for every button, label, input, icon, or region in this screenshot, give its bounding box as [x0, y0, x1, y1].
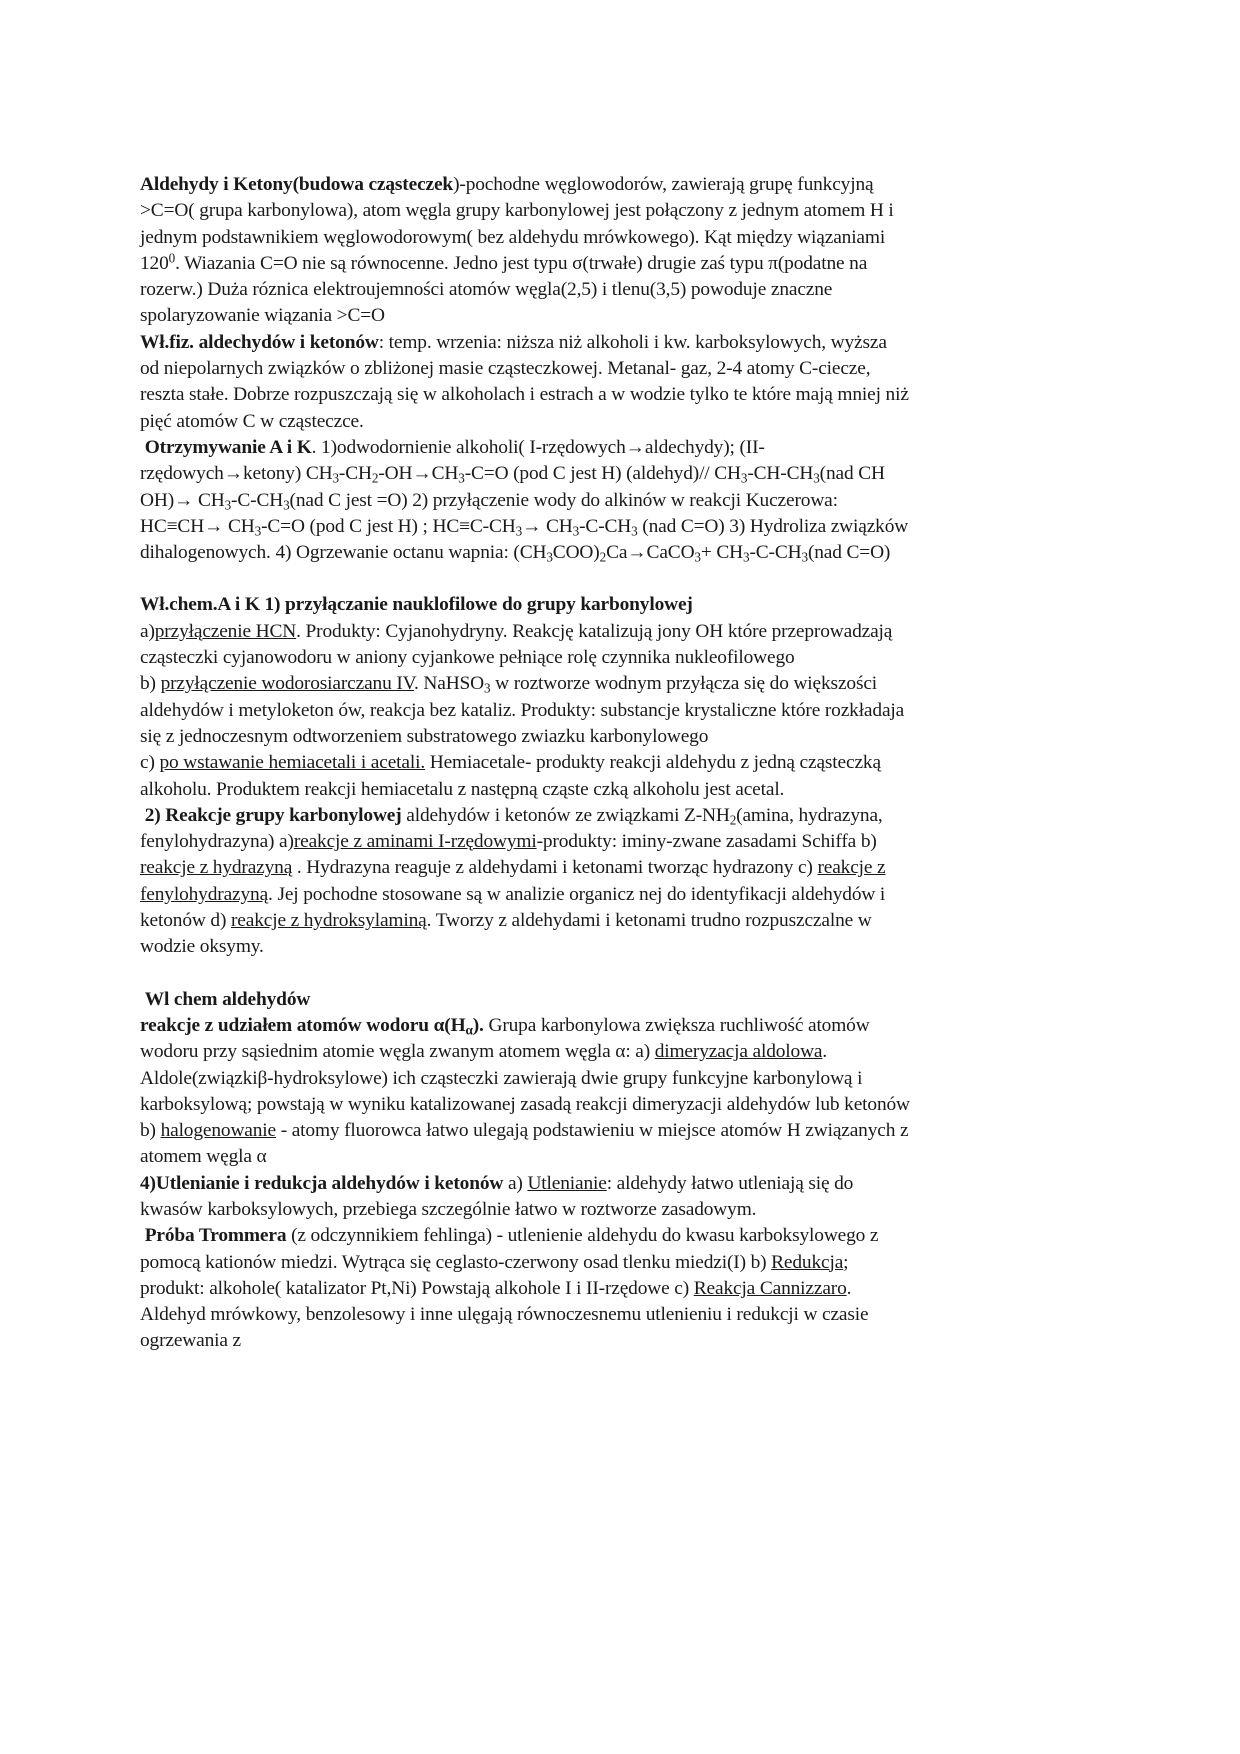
- paragraph-chemical-properties: Wł.chem.A i K 1) przyłączanie nauklofilowe do grupy karbonylowej a)przyłączenie HCN. Produkty: Cyjanohydryny. Reakcję katalizują jony OH które przeprowadzają cząsteczki cyjanowodoru w aniony cyjankowe pełniące rolę czynnika nukleofilowego b) przyłączenie wodorosiarczanu IV. NaHSO$_3$ w roztworze wodnym przyłącza się do większości aldehydów i metyloketon ów, reakcja bez kataliz. Produkty: substancje krystaliczne które rozkładaja się z jednoczesnym odtworzeniem substratowego zwiazku karbonylowego c) po wstawanie hemiacetali i acetali. Hemiacetale- produkty reakcji aldehydu z jedną cząsteczką alkoholu. Produktem reakcji hemiacetalu z następną cząste czką alkoholu jest acetal.: [140, 594, 905, 800]
- heading-preparation: Otrzymywanie A i K: [144, 436, 312, 458]
- sigma-symbol: σ: [572, 252, 583, 274]
- heading-physical-properties: Wł.fiz. aldechydów i ketonów: [140, 331, 379, 353]
- pi-symbol: π: [768, 252, 778, 274]
- paragraph-oxidation-reduction: 4)Utlenianie i redukcja aldehydów i ketonów a) Utlenianie: aldehydy łatwo utleniają się do kwasów karboksylowych, przebiega szczególnie łatwo w roztworze zasadowym.: [140, 1172, 854, 1220]
- paragraph-aldehyde-chemistry: Wl chem aldehydów reakcje z udziałem atomów wodoru $\alpha(H_\alpha)$. Grupa karbonylowa zwiększa ruchliwość atomów wodoru przy sąsiednim atomie węgla zwanym atomem węgla α: a) dimeryzacja aldolowa. Aldole(związkiβ-hydroksylowe) ich cząsteczki zawierają dwie grupy funkcyjne karbonylową i karboksylową; powstają w wyniku katalizowanej zasadą reakcji dimeryzacji aldehydów lub ketonów b) halogenowanie - atomy fluorowca łatwo ulegają podstawieniu w miejsce atomów H związanych z atomem węgla α: [140, 988, 910, 1168]
- heading-carbonyl-reactions: 2) Reakcje grupy karbonylowej: [144, 804, 402, 826]
- paragraph-physical-properties: Wł.fiz. aldechydów i ketonów: temp. wrzenia: niższa niż alkoholi i kw. karboksylowych, wyższa od niepolarnych związków o zbliżonej masie cząsteczkowej. Metanal- gaz, 2-4 atomy C-ciecze, reszta stałe. Dobrze rozpuszczają się w alkoholach i estrach a w wodzie tylko te które mają mniej niż pięć atomów C w cząsteczce.: [140, 331, 909, 432]
- heading-aldehyde-chemistry: Wl chem aldehydów: [144, 988, 311, 1010]
- heading-structure: Aldehydy i Ketony(budowa cząsteczek: [140, 174, 454, 195]
- paragraph-preparation: Otrzymywanie A i K. 1)odwodornienie alkoholi( I-rzędowych→aldechydy); (II-rzędowych→ketony) $CH_3-CH_2-OH\to CH_3-C=O$ (pod C jest H) (aldehyd)// $CH_3-CH-CH_3(nad$ CH $OH)\to CH_3-C-CH_3(nad$ C jest =O) 2) przyłączenie wody do alkinów w reakcji Kuczerowa: $HC\equiv CH\to CH_3-C=O$ (pod C jest H) ; $HC\equiv C-CH_3\to CH_3-C-CH_3$ (nad C=O) 3) Hydroliza związków dihalogenowych. 4) Ogrzewanie octanu wapnia: $(CH_3COO)_2Ca\to CaCO_3+ CH_3-C-CH_3(nad$ C=O): [140, 436, 909, 565]
- heading-oxidation-reduction: 4)Utlenianie i redukcja aldehydów i ketonów: [140, 1172, 504, 1194]
- paragraph-structure: Aldehydy i Ketony(budowa cząsteczek)-pochodne węglowodorów, zawierają grupę funkcyjną >C=O( grupa karbonylowa), atom węgla grupy karbonylowej jest połączony z jednym atomem H i jednym podstawnikiem węglowodorowym( bez aldehydu mrówkowego). Kąt między wiązaniami $120^0$. Wiazania C=O nie są równocenne. Jedno jest typu σ(trwałe) drugie zaś typu π(podatne na rozerw.) Duża róznica elektroujemności atomów węgla(2,5) i tlenu(3,5) powoduje znaczne spolaryzowanie wiązania >C=O: [140, 174, 894, 327]
- paragraph-trommer-test: Próba Trommera (z odczynnikiem fehlinga) - utlenienie aldehydu do kwasu karboksylowego z pomocą kationów miedzi. Wytrąca się ceglasto-czerwony osad tlenku miedzi(I) b) Redukcja; produkt: alkohole( katalizator Pt,Ni) Powstają alkohole I i II-rzędowe c) Reakcja Cannizzaro. Aldehyd mrówkowy, benzolesowy i inne ulęgają równoczesnemu utlenieniu i redukcji w czasie ogrzewania z: [140, 1225, 879, 1352]
- heading-alpha-hydrogen: reakcje z udziałem atomów wodoru $\alpha(H_\alpha)$.: [140, 1014, 484, 1038]
- heading-chemical-properties: Wł.chem.A i K 1) przyłączanie nauklofilowe do grupy karbonylowej: [140, 594, 693, 616]
- heading-trommer-test: Próba Trommera: [144, 1225, 287, 1247]
- document-page: [140, 172, 910, 1355]
- paragraph-carbonyl-reactions: 2) Reakcje grupy karbonylowej aldehydów i ketonów ze związkami $Z-NH_2(amina$, hydrazyna, fenylohydrazyna) a)reakcje z aminami I-rzędowymi-produkty: iminy-zwane zasadami Schiffa b) reakcje z hydrazyną . Hydrazyna reaguje z aldehydami i ketonami tworząc hydrazony c) reakcje z fenylohydrazyną. Jej pochodne stosowane są w analizie organicz nej do identyfikacji aldehydów i ketonów d) reakcje z hydroksylaminą. Tworzy z aldehydami i ketonami trudno rozpuszczalne w wodzie oksymy.: [140, 804, 886, 958]
